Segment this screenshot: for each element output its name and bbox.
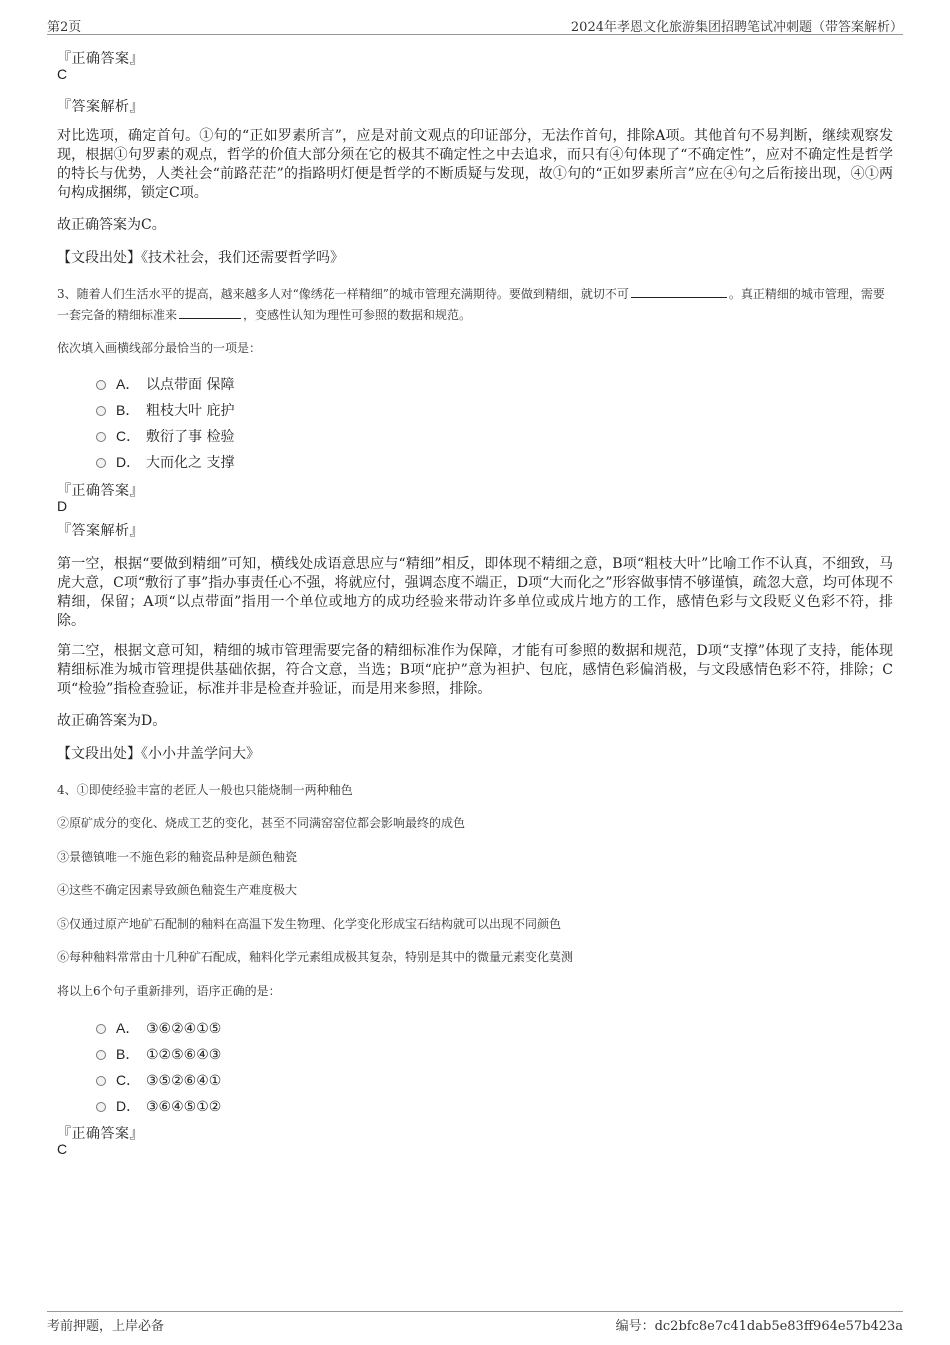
q3-analysis-1: 第一空，根据“要做到精细”可知，横线处成语意思应与“精细”相反，即体现不精细之意，B项“粗枝大叶”比喻工作不认真，不细致，马虎大意，C项“敷衍了事”指办事责任心不强，将就应付，强调态度不端正，D项“大而化之”形容做事情不够谨慎，疏忽大意，均可体现不精细，保留；A项“以点带面”指用一个单位或地方的成功经验来带动许多单位或成片地方的工作，感情色彩与文段贬义色彩不符，排除。 bbox=[57, 556, 893, 629]
q2-answer: C bbox=[57, 66, 68, 82]
q3-answer: D bbox=[57, 498, 68, 514]
q3-option-b[interactable]: B． 粗枝大叶 庇护 bbox=[96, 400, 234, 420]
radio-icon[interactable] bbox=[96, 1050, 106, 1060]
q4-answer: C bbox=[57, 1141, 68, 1157]
q2-answer-label: 『正确答案』 bbox=[57, 51, 144, 67]
q3-option-c[interactable]: C． 敷衍了事 检验 bbox=[96, 426, 234, 446]
radio-icon[interactable] bbox=[96, 380, 106, 390]
q4-sentence-5: ⑤仅通过原产地矿石配制的釉料在高温下发生物理、化学变化形成宝石结构就可以出现不同颜色 bbox=[57, 917, 562, 931]
q4-sentence-6: ⑥每种釉料常常由十几种矿石配成，釉料化学元素组成极其复杂，特别是其中的微量元素变化莫测 bbox=[57, 950, 574, 964]
radio-icon[interactable] bbox=[96, 432, 106, 442]
radio-icon[interactable] bbox=[96, 1024, 106, 1034]
radio-icon[interactable] bbox=[96, 1102, 106, 1112]
q2-analysis: 对比选项，确定首句。①句的“正如罗素所言”，应是对前文观点的印证部分，无法作首句，排除A项。其他首句不易判断，继续观察发现，根据①句罗素的观点，哲学的价值大部分须在它的极其不确定性之中去追求，而只有④句体现了“不确定性”，应对不确定性是哲学的特长与优势，人类社会“前路茫茫”的指路明灯便是哲学的不断质疑与发现，故①句的“正如罗素所言”应在④句之后衔接出现，④①两句构成捆绑，锁定C项。 bbox=[57, 128, 893, 201]
q4-sentence-1: 4、①即使经验丰富的老匠人一般也只能烧制一两种釉色 bbox=[57, 783, 353, 797]
q3-option-a[interactable]: A． 以点带面 保障 bbox=[96, 374, 234, 394]
q4-sentence-3: ③景德镇唯一不施色彩的釉瓷品种是颜色釉瓷 bbox=[57, 850, 298, 864]
q4-option-c[interactable]: C． ③⑤②⑥④① bbox=[96, 1070, 221, 1090]
q2-analysis-label: 『答案解析』 bbox=[57, 99, 144, 115]
page-number: 第2页 bbox=[47, 20, 82, 35]
document-id: 编号：dc2bfc8e7c41dab5e83ff964e57b423a bbox=[615, 1319, 903, 1334]
q3-blank-1 bbox=[631, 285, 727, 298]
page-footer bbox=[47, 1311, 903, 1334]
q3-analysis-label: 『答案解析』 bbox=[57, 523, 144, 539]
q4-answer-label: 『正确答案』 bbox=[57, 1126, 144, 1142]
q3-prompt: 依次填入画横线部分最恰当的一项是： bbox=[57, 341, 262, 355]
q4-option-b[interactable]: B． ①②⑤⑥④③ bbox=[96, 1044, 221, 1064]
q4-option-d[interactable]: D． ③⑥④⑤①② bbox=[96, 1096, 221, 1116]
footer-slogan: 考前押题，上岸必备 bbox=[47, 1319, 165, 1334]
q2-source: 【文段出处】《技术社会，我们还需要哲学吗》 bbox=[57, 250, 344, 266]
q3-analysis-2: 第二空，根据文意可知，精细的城市管理需要完备的精细标准作为保障，才能有可参照的数据和规范，D项“支撑”体现了支持，能体现精细标准为城市管理提供基础依据，符合文意，当选；B项“庇护”意为袒护、包庇，感情色彩偏消极，与文段感情色彩不符，排除；C项“检验”指检查验证，标准并非是检查并验证，而是用来参照，排除。 bbox=[57, 643, 893, 697]
q4-sentence-4: ④这些不确定因素导致颜色釉瓷生产难度极大 bbox=[57, 883, 298, 897]
q3-stem: 3、随着人们生活水平的提高，越来越多人对“像绣花一样精细”的城市管理充满期待。要做到精细，就切不可 。真正精细的城市管理，需要一套完备的精细标准来 ，变感性认知为理性可参照的数据和规范。 bbox=[57, 287, 885, 322]
q4-prompt: 将以上6个句子重新排列，语序正确的是： bbox=[57, 984, 281, 998]
q4-option-a[interactable]: A． ③⑥②④①⑤ bbox=[96, 1018, 221, 1038]
q2-conclusion: 故正确答案为C。 bbox=[57, 217, 166, 233]
radio-icon[interactable] bbox=[96, 1076, 106, 1086]
q3-answer-label: 『正确答案』 bbox=[57, 483, 144, 499]
radio-icon[interactable] bbox=[96, 406, 106, 416]
q3-conclusion: 故正确答案为D。 bbox=[57, 713, 167, 729]
q4-sentence-2: ②原矿成分的变化、烧成工艺的变化，甚至不同满窑窑位都会影响最终的成色 bbox=[57, 816, 466, 830]
page-header bbox=[47, 14, 903, 35]
document-title: 2024年孝恩文化旅游集团招聘笔试冲刺题（带答案解析） bbox=[570, 20, 903, 35]
q3-source: 【文段出处】《小小井盖学问大》 bbox=[57, 746, 260, 762]
radio-icon[interactable] bbox=[96, 458, 106, 468]
q3-option-d[interactable]: D． 大而化之 支撑 bbox=[96, 452, 234, 472]
q3-blank-2 bbox=[179, 306, 241, 319]
